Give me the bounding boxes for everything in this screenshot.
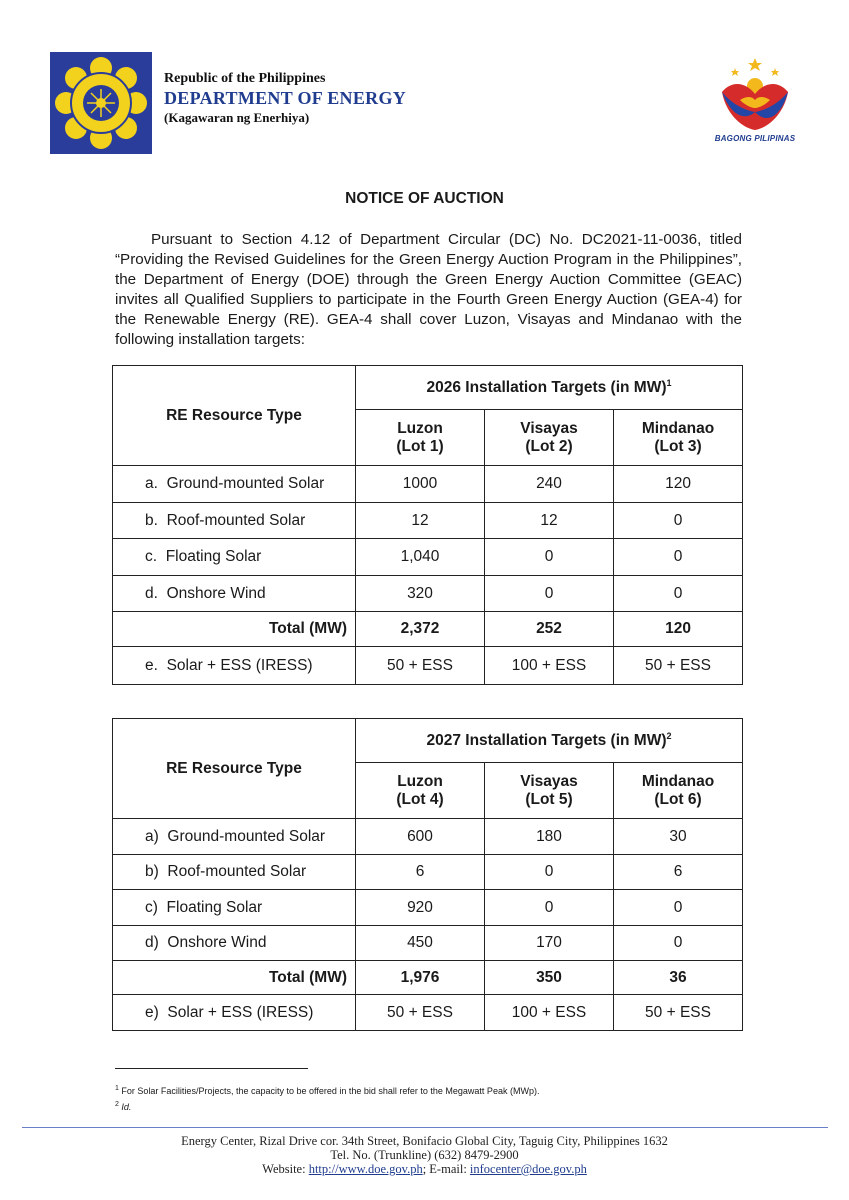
total-value: 2,372 [356, 612, 485, 647]
total-value: 350 [485, 961, 614, 995]
total-value: 120 [614, 612, 743, 647]
cell-value: 100 + ESS [485, 647, 614, 685]
footnote-1: $^1$ For Solar Facilities/Projects, the capacity to be offered in the bid shall refer to the Megawatt Peak (MWp). [115, 1085, 540, 1096]
cell-value: 6 [356, 855, 485, 890]
cell-value: 0 [485, 539, 614, 576]
bagong-pilipinas-logo [700, 56, 810, 148]
lot-header: Visayas (Lot 2) [485, 410, 614, 466]
cell-value: 30 [614, 819, 743, 855]
resource-label: b. Roof-mounted Solar [113, 503, 356, 539]
doe-seal-logo [50, 52, 152, 154]
footnote-ref: 2 [666, 730, 672, 741]
cell-value: 50 + ESS [614, 995, 743, 1031]
cell-value: 180 [485, 819, 614, 855]
footer-rule [22, 1127, 828, 1128]
republic-line: Republic of the Philippines [164, 71, 326, 86]
cell-value: 240 [485, 466, 614, 503]
installation-targets-table-2026 [112, 365, 743, 685]
total-value: 252 [485, 612, 614, 647]
installation-targets-table-2027 [112, 718, 743, 1031]
cell-value: 0 [614, 926, 743, 961]
cell-value: 600 [356, 819, 485, 855]
cell-value: 50 + ESS [356, 995, 485, 1031]
footer-contact: Website: http://www.doe.gov.ph; E-mail: infocenter@doe.gov.ph [262, 1162, 587, 1176]
notice-title: NOTICE OF AUCTION [345, 190, 504, 207]
cell-value: 0 [614, 539, 743, 576]
table-row [113, 855, 743, 890]
footer-address: Energy Center, Rizal Drive cor. 34th Street, Bonifacio Global City, Taguig City, Philippines 1632 [181, 1134, 668, 1148]
agency-name: DEPARTMENT OF ENERGY [164, 88, 407, 108]
table-row [113, 503, 743, 539]
cell-value: 1,040 [356, 539, 485, 576]
table-row [113, 539, 743, 576]
intro-text: Pursuant to Section 4.12 of Department Circular (DC) No. DC2021-11-0036, titled “Providing the Revised Guidelines for the Green Energy Auction Program in the Philippines”, the Department of Energy (DOE) through the Green Energy Auction Committee (GEAC) invites all Qualified Suppliers to participate in the Fourth Green Energy Auction (GEA-4) for the Renewable Energy (RE). GEA-4 shall cover Luzon, Visayas and Mindanao with the following installation targets: [115, 231, 742, 348]
intro-paragraph [115, 230, 742, 350]
targets-group-header: 2026 Installation Targets (in MW)$^1$ [356, 366, 743, 410]
website-link[interactable]: http://www.doe.gov.ph [308, 1162, 423, 1176]
cell-value: 12 [356, 503, 485, 539]
agency-name-filipino: (Kagawaran ng Enerhiya) [164, 110, 310, 125]
lot-header: Luzon (Lot 4) [356, 763, 485, 819]
table-row [113, 576, 743, 612]
cell-value: 0 [485, 576, 614, 612]
total-label: Total (MW) [113, 612, 356, 647]
cell-value: 120 [614, 466, 743, 503]
resource-label: d. Onshore Wind [113, 576, 356, 612]
cell-value: 12 [485, 503, 614, 539]
cell-value: 50 + ESS [614, 647, 743, 685]
cell-value: 0 [614, 890, 743, 926]
footnote-2: $^2$ Id. [115, 1101, 132, 1112]
cell-value: 450 [356, 926, 485, 961]
footnote-ref: 1 [666, 377, 672, 388]
lot-header: Luzon (Lot 1) [356, 410, 485, 466]
lot-header: Visayas (Lot 5) [485, 763, 614, 819]
resource-label: e) Solar + ESS (IRESS) [113, 995, 356, 1031]
footer-telephone: Tel. No. (Trunkline) (632) 8479-2900 [330, 1148, 519, 1162]
cell-value: 0 [485, 855, 614, 890]
table-row [113, 647, 743, 685]
agency-heading [164, 70, 406, 126]
cell-value: 170 [485, 926, 614, 961]
table-row [113, 926, 743, 961]
targets-group-header: 2027 Installation Targets (in MW)$^2$ [356, 719, 743, 763]
table-row [113, 819, 743, 855]
cell-value: 50 + ESS [356, 647, 485, 685]
footnote-separator [115, 1068, 308, 1069]
resource-label: a. Ground-mounted Solar [113, 466, 356, 503]
total-row [113, 961, 743, 995]
table-row [113, 890, 743, 926]
total-row [113, 612, 743, 647]
cell-value: 920 [356, 890, 485, 926]
total-value: 1,976 [356, 961, 485, 995]
cell-value: 1000 [356, 466, 485, 503]
re-resource-type-header: RE Resource Type [113, 366, 356, 466]
resource-label: c) Floating Solar [113, 890, 356, 926]
cell-value: 0 [614, 576, 743, 612]
re-resource-type-header: RE Resource Type [113, 719, 356, 819]
cell-value: 0 [614, 503, 743, 539]
bagong-pilipinas-wordmark: BAGONG PILIPINAS [714, 134, 796, 143]
total-label: Total (MW) [113, 961, 356, 995]
resource-label: c. Floating Solar [113, 539, 356, 576]
cell-value: 6 [614, 855, 743, 890]
lot-header: Mindanao (Lot 3) [614, 410, 743, 466]
cell-value: 0 [485, 890, 614, 926]
table-row [113, 995, 743, 1031]
resource-label: e. Solar + ESS (IRESS) [113, 647, 356, 685]
cell-value: 320 [356, 576, 485, 612]
lot-header: Mindanao (Lot 6) [614, 763, 743, 819]
resource-label: d) Onshore Wind [113, 926, 356, 961]
cell-value: 100 + ESS [485, 995, 614, 1031]
table-row [113, 466, 743, 503]
resource-label: a) Ground-mounted Solar [113, 819, 356, 855]
total-value: 36 [614, 961, 743, 995]
resource-label: b) Roof-mounted Solar [113, 855, 356, 890]
email-link[interactable]: infocenter@doe.gov.ph [469, 1162, 587, 1176]
